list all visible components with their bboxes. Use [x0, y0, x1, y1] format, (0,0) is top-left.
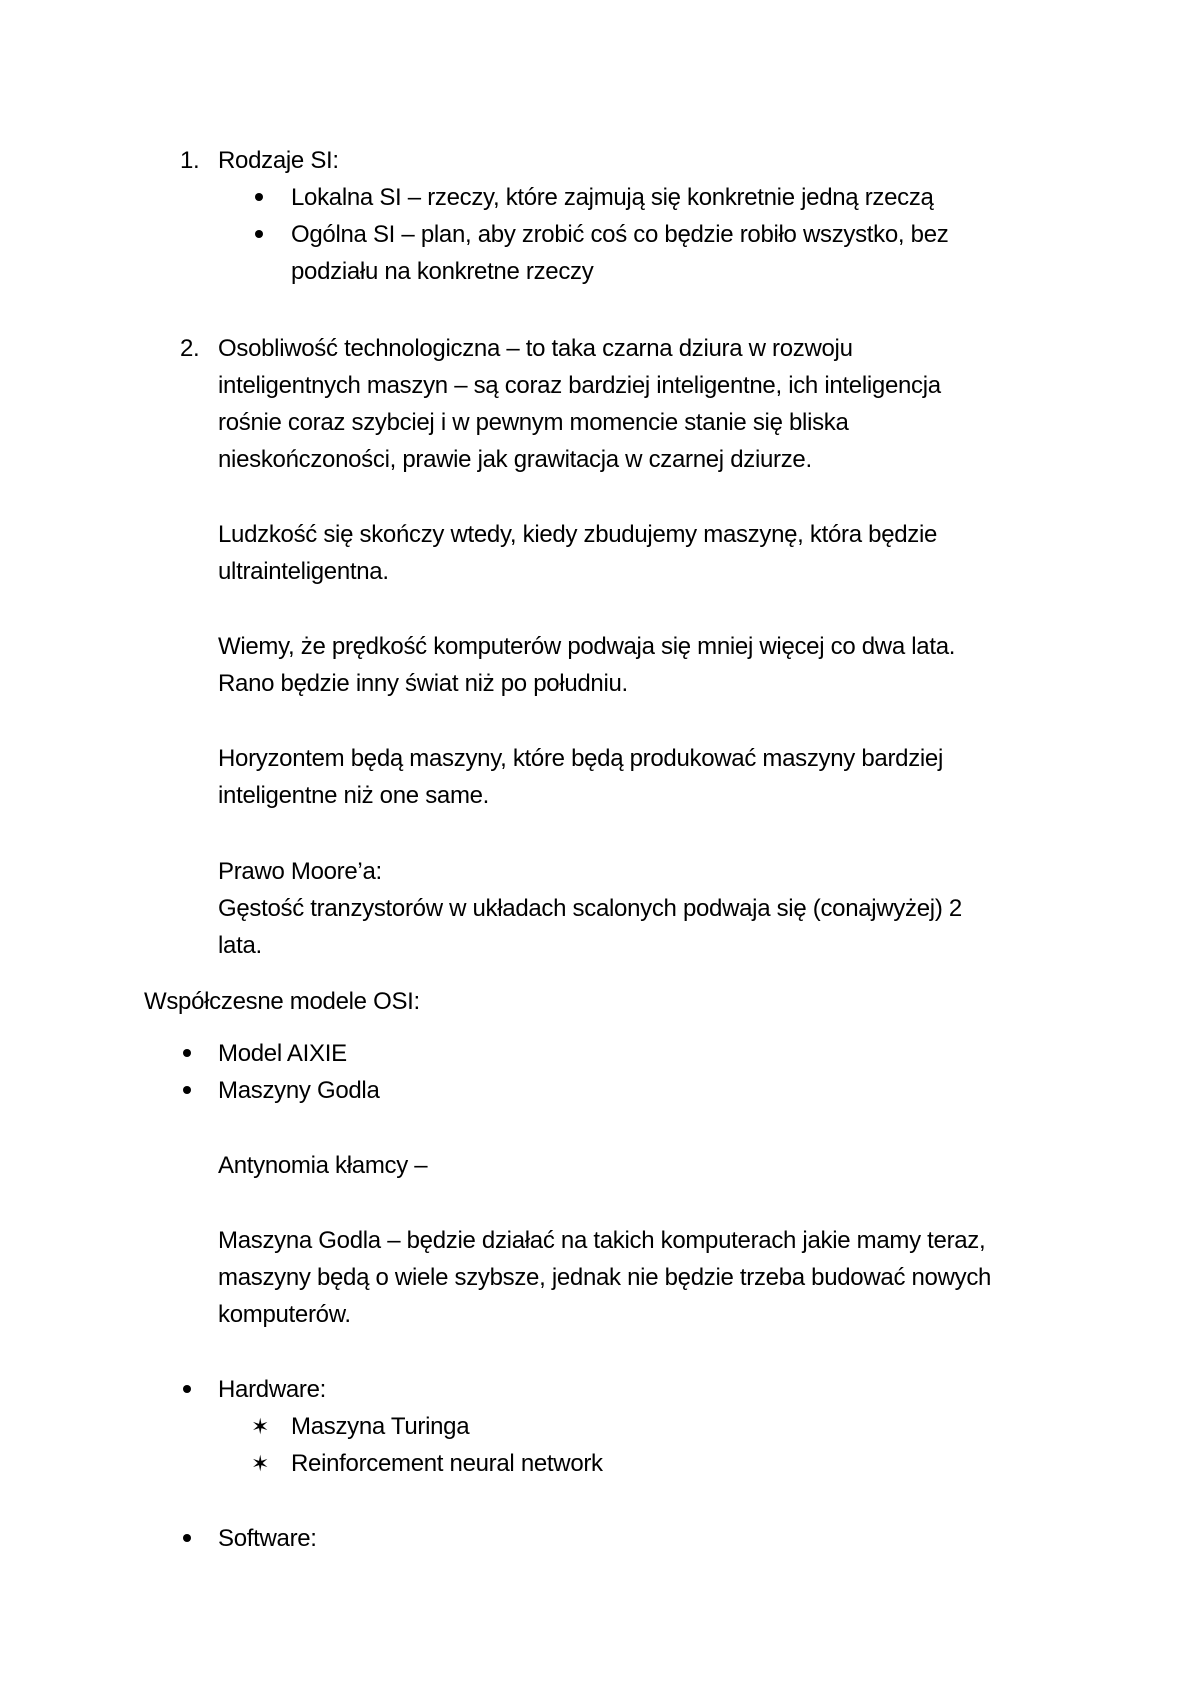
paragraph-line: Gęstość tranzystorów w układach scalonych podwaja się (conajwyżej) 2 [218, 895, 962, 922]
list-number: 1. [180, 147, 200, 174]
bullet-text: Software: [218, 1525, 317, 1552]
sub-bullet-text: Maszyna Turinga [291, 1413, 470, 1440]
paragraph-line: inteligentne niż one same. [218, 782, 490, 809]
paragraph-line: maszyny będą o wiele szybsze, jednak nie będzie trzeba budować nowych [218, 1264, 992, 1291]
bullet-text: podziału na konkretne rzeczy [291, 258, 594, 285]
bullet-icon [183, 1385, 191, 1393]
bullet-text: Hardware: [218, 1376, 327, 1403]
paragraph-line: Antynomia kłamcy – [218, 1152, 428, 1179]
bullet-icon [183, 1534, 191, 1542]
bullet-text: Ogólna SI – plan, aby zrobić coś co będzie robiło wszystko, bez [291, 221, 949, 248]
asterisk-icon: ✶ [251, 1414, 270, 1439]
paragraph-line: Rano będzie inny świat niż po południu. [218, 670, 628, 697]
paragraph-line: nieskończoności, prawie jak grawitacja w czarnej dziurze. [218, 446, 812, 473]
bullet-text: Model AIXIE [218, 1040, 347, 1067]
paragraph-line: Prawo Moore’a: [218, 858, 382, 885]
paragraph-line: Osobliwość technologiczna – to taka czarna dziura w rozwoju [218, 335, 853, 362]
bullet-icon [183, 1086, 191, 1094]
asterisk-icon: ✶ [251, 1451, 270, 1476]
paragraph-line: Maszyna Godla – będzie działać na takich komputerach jakie mamy teraz, [218, 1227, 986, 1254]
paragraph-line: Ludzkość się skończy wtedy, kiedy zbudujemy maszynę, która będzie [218, 521, 938, 548]
sub-bullet-text: Reinforcement neural network [291, 1450, 603, 1477]
paragraph-line: Wiemy, że prędkość komputerów podwaja się mniej więcej co dwa lata. [218, 633, 956, 660]
bullet-text: Maszyny Godla [218, 1077, 380, 1104]
paragraph-line: ultrainteligentna. [218, 558, 389, 585]
list-number: 2. [180, 335, 200, 362]
section-heading: Rodzaje SI: [218, 147, 339, 174]
bullet-text: Lokalna SI – rzeczy, które zajmują się konkretnie jedną rzeczą [291, 184, 934, 211]
section-heading: Współczesne modele OSI: [144, 988, 420, 1015]
paragraph-line: lata. [218, 932, 262, 959]
paragraph-line: inteligentnych maszyn – są coraz bardziej inteligentne, ich inteligencja [218, 372, 941, 399]
bullet-icon [183, 1049, 191, 1057]
bullet-icon [255, 230, 263, 238]
bullet-icon [255, 193, 263, 201]
paragraph-line: Horyzontem będą maszyny, które będą produkować maszyny bardziej [218, 745, 944, 772]
paragraph-line: komputerów. [218, 1301, 351, 1328]
paragraph-line: rośnie coraz szybciej i w pewnym momencie stanie się bliska [218, 409, 849, 436]
